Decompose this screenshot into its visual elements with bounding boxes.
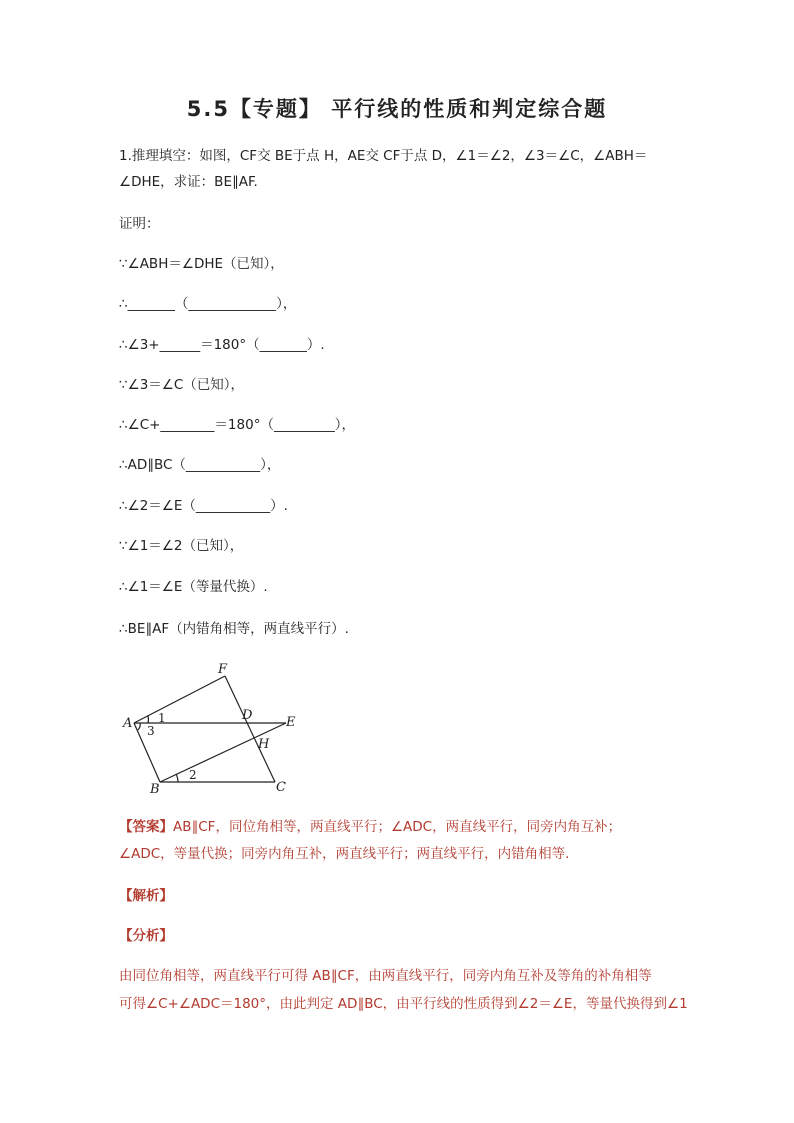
angle-2-arc xyxy=(176,774,178,782)
label-e: E xyxy=(286,715,296,730)
problem-line-1: 1.推理填空：如图，CF交 BE于点 H，AE交 CF于点 D，∠1＝∠2，∠3＝∠C，∠ABH＝ xyxy=(119,148,648,164)
proof-step: ∴∠C+________＝180°（_________）， xyxy=(119,417,355,433)
answer-line-1 xyxy=(119,817,679,837)
label-h: H xyxy=(258,737,270,752)
fenxi-heading: 【分析】 xyxy=(119,928,173,944)
proof-step: ∴_______（_____________）， xyxy=(119,296,297,312)
label-f: F xyxy=(218,662,228,677)
proof-step: ∴AD∥BC（___________）， xyxy=(119,457,281,473)
label-c: C xyxy=(276,780,286,795)
proof-step: ∴BE∥AF（内错角相等，两直线平行）. xyxy=(119,621,349,637)
label-b: B xyxy=(150,782,160,795)
proof-heading: 证明： xyxy=(119,216,160,232)
analysis-line-1: 由同位角相等，两直线平行可得 AB∥CF，由两直线平行，同旁内角互补及等角的补角相等 xyxy=(119,968,652,984)
answer-tag: 【答案】 xyxy=(119,819,173,835)
proof-step: ∵∠ABH＝∠DHE（已知）， xyxy=(119,256,284,272)
answer-text-1: AB∥CF，同位角相等，两直线平行；∠ADC，两直线平行，同旁内角互补； xyxy=(173,819,622,835)
proof-step: ∴∠2＝∠E（___________）. xyxy=(119,498,288,514)
proof-step: ∵∠3＝∠C（已知）， xyxy=(119,377,245,393)
page-title: 5.5【专题】 平行线的性质和判定综合题 xyxy=(186,97,608,121)
proof-step: ∴∠1＝∠E（等量代换）. xyxy=(119,579,268,595)
label-d: D xyxy=(242,708,253,723)
answer-line-2: ∠ADC，等量代换；同旁内角互补，两直线平行；两直线平行，内错角相等. xyxy=(119,846,570,862)
angle-label-3: 3 xyxy=(147,724,155,738)
problem-line-2: ∠DHE，求证：BE∥AF. xyxy=(119,174,258,190)
proof-step: ∴∠3+______＝180°（_______）. xyxy=(119,337,325,353)
segment-fc xyxy=(225,676,275,782)
angle-label-1: 1 xyxy=(158,711,166,725)
segment-be xyxy=(160,723,286,782)
analysis-line-2: 可得∠C+∠ADC＝180°，由此判定 AD∥BC，由平行线的性质得到∠2＝∠E，等量代换得到∠1 xyxy=(119,996,688,1012)
segment-af xyxy=(134,676,225,723)
label-a: A xyxy=(123,716,133,731)
analysis-heading: 【解析】 xyxy=(119,888,173,904)
proof-step: ∵∠1＝∠2（已知）， xyxy=(119,538,244,554)
geometry-figure xyxy=(118,660,318,795)
angle-3-arc xyxy=(138,723,140,730)
angle-label-2: 2 xyxy=(189,768,197,782)
